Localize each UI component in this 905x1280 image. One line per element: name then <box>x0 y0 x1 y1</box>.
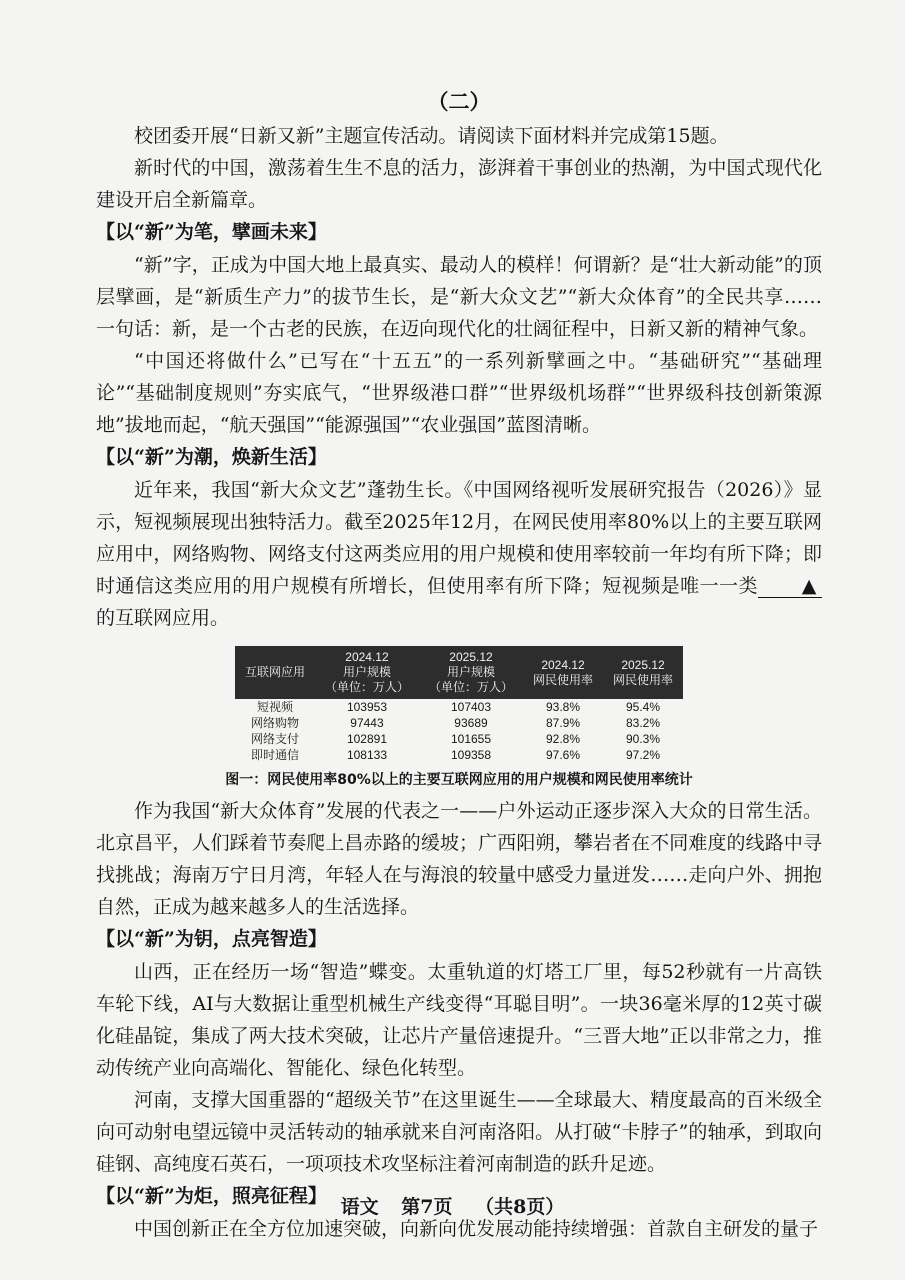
table-cell: 87.9% <box>545 716 581 730</box>
table-cell: 83.2% <box>626 716 661 730</box>
table-cell: 97.2% <box>626 748 661 762</box>
table-cell: 短视频 <box>256 700 293 714</box>
table-row <box>235 699 683 715</box>
table-cell: 101655 <box>450 732 492 746</box>
heading-key: 【以“新”为钥，点亮智造】 <box>96 928 327 950</box>
table-cell: 107403 <box>450 700 492 714</box>
heading-torch: 【以“新”为炬，照亮征程】 <box>96 1185 327 1207</box>
paragraph-outdoor-sports: 作为我国“新大众体育”发展的代表之一——户外运动正逐步深入大众的日常生活。北京昌平，人们踩着节奏爬上昌赤路的缓坡；广西阳朔，攀岩者在不同难度的线路中寻找挑战；海南万宁日月湾，年轻人在与海浪的较量中感受力量迸发……走向户外、拥抱自然，正成为越来越多人的生活选择。 <box>96 800 822 918</box>
page-footer <box>0 1192 905 1219</box>
table-cell: 95.4% <box>626 700 661 714</box>
table-cell: 109358 <box>450 748 492 762</box>
heading-tide: 【以“新”为潮，焕新生活】 <box>96 446 327 468</box>
table-cell: 93.8% <box>545 700 581 714</box>
table-cell: 102891 <box>346 732 387 746</box>
table-row <box>235 747 683 763</box>
page-content <box>96 84 822 1245</box>
table-cell: 103953 <box>346 700 387 714</box>
table-header-cell: 互联网应用 <box>235 646 315 699</box>
table-cell: 108133 <box>346 748 387 762</box>
internet-app-stats-table <box>235 646 683 763</box>
table-row <box>235 731 683 747</box>
table-cell: 97443 <box>350 716 384 730</box>
heading-pen: 【以“新”为笔，擘画未来】 <box>96 221 327 243</box>
paragraph-short-video-end: 的互联网应用。 <box>96 607 230 629</box>
table-cell: 网络购物 <box>250 716 299 730</box>
paragraph-new-word: “新”字，正成为中国大地上最真实、最动人的模样！何谓新？是“壮大新动能”的顶层擘画，是“新质生产力”的拔节生长，是“新大众文艺”“新大众体育”的全民共享…… 一句话：新，是一个古老的民族，在迈向现代化的壮阔征程中，日新又新的精神气象。 <box>96 254 822 340</box>
footer-page-number: 第7页 <box>401 1196 453 1218</box>
paragraph-short-video-text: 近年来，我国“新大众文艺”蓬勃生长。《中国网络视听发展研究报告（2026）》显示，短视频展现出独特活力。截至2025年12月，在网民使用率80%以上的主要互联网应用中，网络购物、网络支付这两类应用的用户规模和使用率较前一年均有所下降；即时通信这类应用的用户规模有所增长，但使用率有所下降；短视频是唯一一类 <box>96 479 822 597</box>
table-cell: 93689 <box>454 716 488 730</box>
paragraph-henan: 河南，支撑大国重器的“超级关节”在这里诞生——全球最大、精度最高的百米级全向可动射电望远镜中灵活转动的轴承就来自河南洛阳。从打破“卡脖子”的轴承，到取向硅钢、高纯度石英石，一项项技术攻坚标注着河南制造的跃升足迹。 <box>96 1089 822 1175</box>
table-header-cell: 2025.12 用户规模 （单位：万人） <box>419 646 523 699</box>
paragraph-innovation: 中国创新正在全方位加速突破，向新向优发展动能持续增强：首款自主研发的量子 <box>134 1218 819 1240</box>
answer-blank[interactable]: ▲ <box>758 575 822 598</box>
table-cell: 92.8% <box>545 732 581 746</box>
table-caption: 图一：网民使用率80%以上的主要互联网应用的用户规模和网民使用率统计 <box>225 772 693 788</box>
table-cell: 网络支付 <box>250 732 299 746</box>
table-header-cell: 2024.12 网民使用率 <box>523 646 603 699</box>
table-cell: 97.6% <box>545 748 581 762</box>
paragraph-15th-plan: “中国还将做什么”已写在“十五五”的一系列新擘画之中。“基础研究”“基础理论”“基础制度规则”夯实底气，“世界级港口群”“世界级机场群”“世界级科技创新策源地”拔地而起，“航天强国”“能源强国”“农业强国”蓝图清晰。 <box>96 350 822 436</box>
table-header-cell: 2025.12 网民使用率 <box>603 646 683 699</box>
footer-total-pages: （共8页） <box>475 1196 565 1218</box>
table-header-cell: 2024.12 用户规模 （单位：万人） <box>315 646 419 699</box>
footer-subject: 语文 <box>340 1196 379 1218</box>
table-cell: 即时通信 <box>250 748 299 762</box>
table-cell: 90.3% <box>626 732 661 746</box>
paragraph-shanxi: 山西，正在经历一场“智造”蝶变。太重轨道的灯塔工厂里，每52秒就有一片高铁车轮下线，AI与大数据让重型机械生产线变得“耳聪目明”。一块36毫米厚的12英寸碳化硅晶锭，集成了两大技术突破，让芯片产量倍速提升。“三晋大地”正以非常之力，推动传统产业向高端化、智能化、绿色化转型。 <box>96 961 822 1079</box>
table-header-row <box>235 646 683 699</box>
lead-paragraph: 新时代的中国，激荡着生生不息的活力，澎湃着干事创业的热潮，为中国式现代化建设开启全新篇章。 <box>96 157 822 211</box>
paragraph-short-video <box>96 474 822 634</box>
section-title: （二） <box>427 89 491 114</box>
table-row <box>235 715 683 731</box>
intro-text: 校团委开展“日新又新”主题宣传活动。请阅读下面材料并完成第15题。 <box>134 125 729 147</box>
